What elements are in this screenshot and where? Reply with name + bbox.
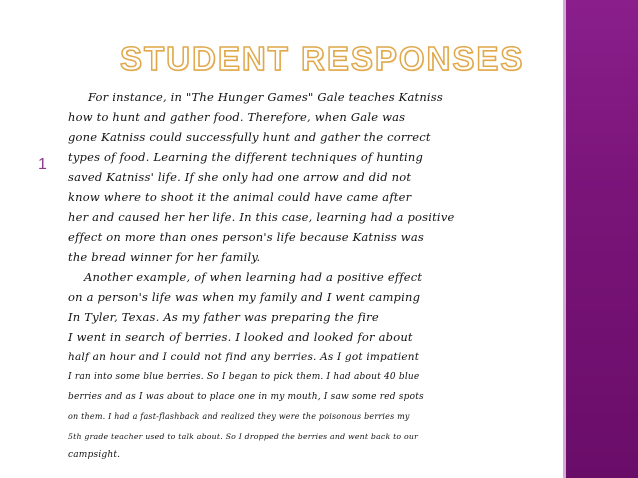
handwriting-line: I ran into some blue berries. So I began to pick them. I had about 40 blue bbox=[68, 372, 420, 382]
handwriting-line: effect on more than ones person's life because Katniss was bbox=[68, 230, 424, 244]
handwriting-line: berries and as I was about to place one in my mouth, I saw some red spots bbox=[68, 392, 424, 402]
handwriting-line: saved Katniss' life. If she only had one arrow and did not bbox=[68, 170, 412, 184]
handwriting-line: For instance, in "The Hunger Games" Gale teaches Katniss bbox=[88, 90, 444, 104]
handwriting-line: I went in search of berries. I looked and looked for about bbox=[68, 330, 413, 344]
handwriting-line: types of food. Learning the different techniques of hunting bbox=[68, 150, 424, 164]
slide-title: STUDENT RESPONSES bbox=[120, 40, 525, 77]
handwriting-line: 5th grade teacher used to talk about. So I dropped the berries and went back to our bbox=[68, 432, 419, 441]
handwriting-line: her and caused her her life. In this case, learning had a positive bbox=[68, 210, 455, 224]
handwriting-line: Another example, of when learning had a positive effect bbox=[84, 270, 423, 284]
handwriting-line: In Tyler, Texas. As my father was preparing the fire bbox=[68, 310, 379, 324]
bullet-number: 1 bbox=[38, 156, 47, 173]
purple-sidebar bbox=[566, 0, 638, 478]
handwriting-line: on them. I had a fast-flashback and realized they were the poisonous berries my bbox=[68, 412, 410, 421]
handwriting-line: how to hunt and gather food. Therefore, when Gale was bbox=[68, 110, 406, 124]
handwriting-line: the bread winner for her family. bbox=[68, 250, 261, 264]
handwritten-response bbox=[66, 90, 536, 462]
handwriting-line: on a person's life was when my family and I went camping bbox=[68, 290, 421, 304]
handwriting-line: gone Katniss could successfully hunt and gather the correct bbox=[68, 130, 431, 144]
handwriting-line: half an hour and I could not find any berries. As I got impatient bbox=[68, 351, 420, 363]
handwriting-line: campsight. bbox=[68, 450, 121, 460]
handwriting-line: know where to shoot it the animal could have came after bbox=[68, 190, 412, 204]
